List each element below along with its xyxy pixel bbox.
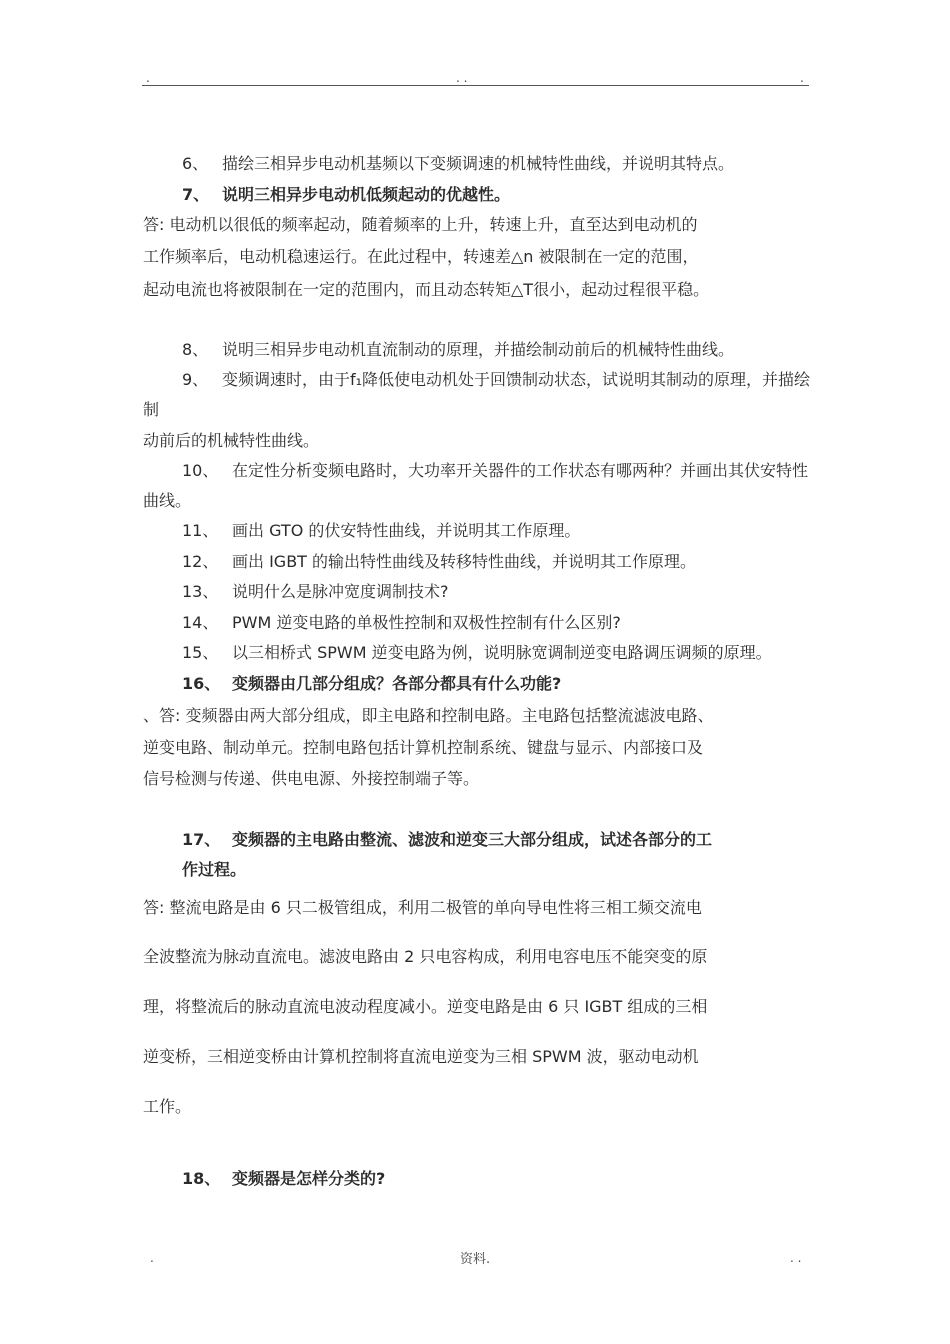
- question-8: [182, 340, 734, 360]
- question-text: 画出 GTO 的伏安特性曲线，并说明其工作原理。: [232, 521, 581, 540]
- question-11: [182, 521, 580, 541]
- question-text: 说明什么是脉冲宽度调制技术?: [232, 582, 449, 601]
- question-number: 12、: [182, 552, 219, 571]
- answer-line: 信号检测与传递、供电电源、外接控制端子等。: [143, 769, 480, 788]
- header-dot-center: . .: [456, 71, 468, 85]
- body-line: 制: [143, 400, 160, 419]
- header-rule: [142, 85, 809, 86]
- footer-label: 资料.: [460, 1252, 491, 1267]
- header-dot-left: .: [146, 71, 150, 85]
- question-9: [182, 370, 810, 390]
- footer-dot-right: . .: [790, 1251, 802, 1265]
- question-18: [182, 1169, 385, 1189]
- question-16: [182, 674, 561, 694]
- question-number: 11、: [182, 521, 219, 540]
- footer-dot-left: .: [150, 1251, 154, 1265]
- question-text: 变频器的主电路由整流、滤波和逆变三大部分组成，试述各部分的工: [232, 830, 713, 849]
- question-number: 13、: [182, 582, 219, 601]
- answer-line: 答: 整流电路是由 6 只二极管组成，利用二极管的单向导电性将三相工频交流电: [143, 898, 702, 917]
- question-number: 15、: [182, 643, 219, 662]
- body-line: 动前后的机械特性曲线。: [143, 431, 320, 450]
- question-text: 描绘三相异步电动机基频以下变频调速的机械特性曲线，并说明其特点。: [222, 154, 735, 173]
- answer-line: 、答: 变频器由两大部分组成，即主电路和控制电路。主电路包括整流滤波电路、: [143, 706, 714, 725]
- question-13: [182, 582, 449, 602]
- question-number: 17、: [182, 830, 221, 849]
- answer-line: 逆变桥，三相逆变桥由计算机控制将直流电逆变为三相 SPWM 波，驱动电动机: [143, 1047, 699, 1066]
- question-12: [182, 552, 696, 572]
- question-text: 说明三相异步电动机低频起动的优越性。: [222, 185, 511, 204]
- body-line: 曲线。: [143, 491, 192, 510]
- question-7: [182, 185, 510, 205]
- answer-line: 工作。: [143, 1097, 192, 1116]
- answer-line: 工作频率后，电动机稳速运行。在此过程中，转速差△n 被限制在一定的范围，: [143, 247, 699, 266]
- header-dot-right: .: [800, 71, 804, 85]
- question-text: 画出 IGBT 的输出特性曲线及转移特性曲线，并说明其工作原理。: [232, 552, 697, 571]
- question-text: 以三相桥式 SPWM 逆变电路为例，说明脉宽调制逆变电路调压调频的原理。: [232, 643, 772, 662]
- question-number: 16、: [182, 674, 221, 693]
- question-17-cont: 作过程。: [182, 860, 247, 879]
- question-text: 说明三相异步电动机直流制动的原理，并描绘制动前后的机械特性曲线。: [222, 340, 735, 359]
- answer-line: 理，将整流后的脉动直流电波动程度减小。逆变电路是由 6 只 IGBT 组成的三相: [143, 997, 708, 1016]
- question-17: [182, 830, 712, 850]
- question-text: 变频器由几部分组成？各部分都具有什么功能?: [232, 674, 562, 693]
- answer-line: 全波整流为脉动直流电。滤波电路由 2 只电容构成，利用电容电压不能突变的原: [143, 947, 708, 966]
- question-number: 10、: [182, 461, 219, 480]
- question-number: 8、: [182, 340, 209, 359]
- answer-line: 逆变电路、制动单元。控制电路包括计算机控制系统、键盘与显示、内部接口及: [143, 738, 704, 757]
- question-text: 在定性分析变频电路时，大功率开关器件的工作状态有哪两种？并画出其伏安特性: [232, 461, 809, 480]
- question-text: 变频器是怎样分类的?: [232, 1169, 386, 1188]
- question-6: [182, 154, 734, 174]
- question-15: [182, 643, 772, 663]
- question-number: 9、: [182, 370, 209, 389]
- question-text: 变频调速时，由于f₁降低使电动机处于回馈制动状态，试说明其制动的原理，并描绘: [222, 370, 811, 389]
- question-number: 6、: [182, 154, 209, 173]
- question-number: 18、: [182, 1169, 221, 1188]
- question-text: PWM 逆变电路的单极性控制和双极性控制有什么区别?: [232, 613, 621, 632]
- answer-line: 起动电流也将被限制在一定的范围内，而且动态转矩△T很小，起动过程很平稳。: [143, 280, 710, 299]
- answer-line: 答: 电动机以很低的频率起动，随着频率的上升，转速上升，直至达到电动机的: [143, 215, 698, 234]
- question-number: 7、: [182, 185, 210, 204]
- question-number: 14、: [182, 613, 219, 632]
- question-14: [182, 613, 621, 633]
- question-10: [182, 461, 808, 481]
